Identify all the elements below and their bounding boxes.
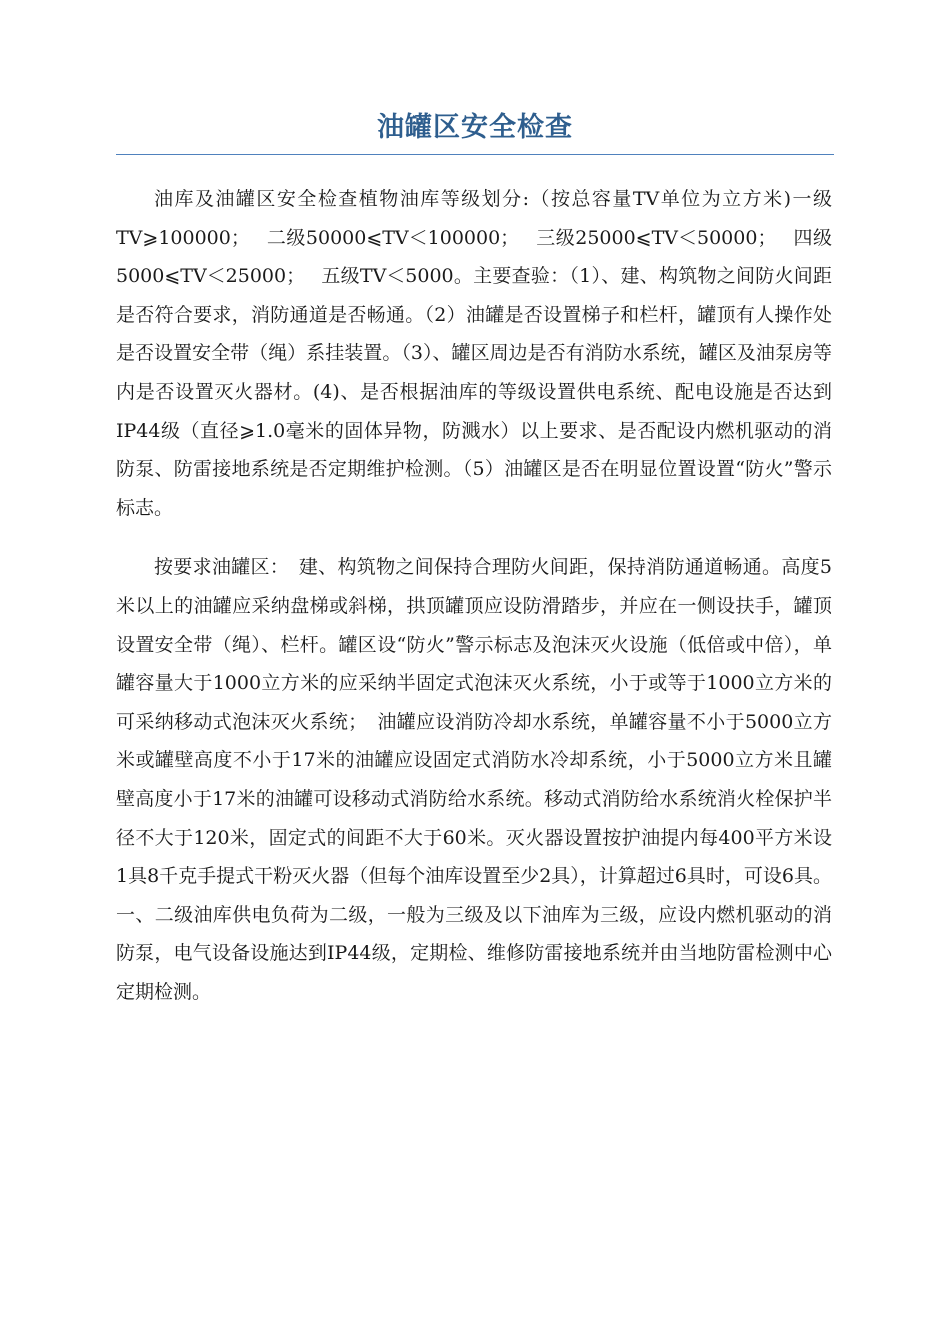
paragraph-requirements: 按要求油罐区： 建、构筑物之间保持合理防火间距，保持消防通道畅通。高度5米以上的油罐应采纳盘梯或斜梯，拱顶罐顶应设防滑踏步，并应在一侧设扶手，罐顶设置安全带（绳）、栏杆。罐区设“防火”警示标志及泡沫灭火设施（低倍或中倍），单罐容量大于1000立方米的应采纳半固定式泡沫灭火系统，小于或等于1000立方米的可采纳移动式泡沫灭火系统； 油罐应设消防冷却水系统，单罐容量不小于5000立方米或罐壁高度不小于17米的油罐应设固定式消防水冷却系统，小于5000立方米且罐壁高度小于17米的油罐可设移动式消防给水系统。移动式消防给水系统消火栓保护半径不大于120米，固定式的间距不大于60米。灭火器设置按护油提内每400平方米设1具8千克手提式干粉灭火器（但每个油库设置至少2具），计算超过6具时，可设6具。一、二级油库供电负荷为二级，一般为三级及以下油库为三级，应设内燃机驱动的消防泵，电气设备设施达到IP44级，定期检、维修防雷接地系统并由当地防雷检测中心定期检测。 [116,556,832,1003]
title-underline [116,154,834,155]
document-body [116,180,832,1032]
document-title: 油罐区安全检查 [377,112,573,143]
title-block [116,108,834,155]
paragraph-inspection-items: 油库及油罐区安全检查植物油库等级划分:（按总容量TV单位为立方米)一级TV⩾100000； 二级50000⩽TV＜100000； 三级25000⩽TV＜50000； 四级5000⩽TV＜25000； 五级TV＜5000。主要查验：（1）、建、构筑物之间防火间距是否符合要求，消防通道是否畅通。（2）油罐是否设置梯子和栏杆，罐顶有人操作处是否设置安全带（绳）系挂装置。（3）、罐区周边是否有消防水系统，罐区及油泵房等内是否设置灭火器材。(4)、是否根据油库的等级设置供电系统、配电设施是否达到IP44级（直径⩾1.0毫米的固体异物，防溅水）以上要求、是否配设内燃机驱动的消防泵、防雷接地系统是否定期维护检测。（5）油罐区是否在明显位置设置“防火”警示标志。 [116,188,832,519]
